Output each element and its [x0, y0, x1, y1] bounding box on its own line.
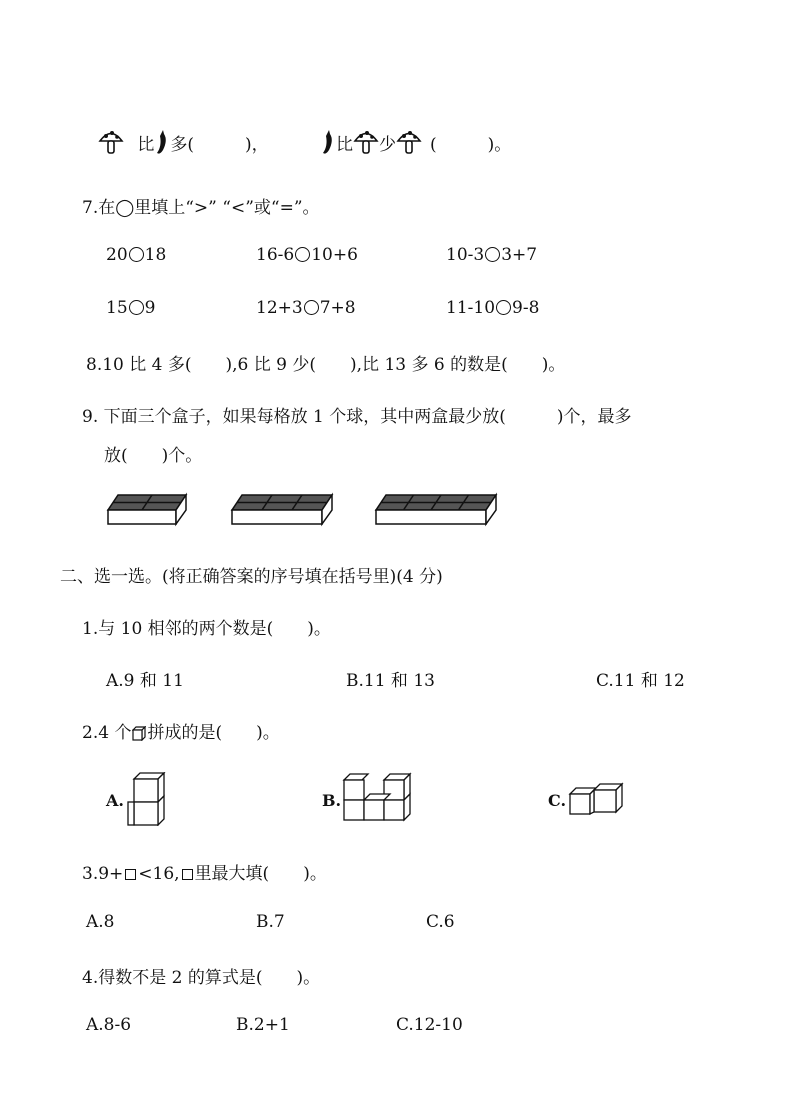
q6-bi-1: 比	[137, 135, 155, 155]
option-b[interactable]: B.7	[256, 912, 285, 932]
s2-q4-text: 4.得数不是 2 的算式是( )。	[82, 968, 321, 988]
s2-q3-text: 3.9+ <16, 里最大填( )。	[82, 864, 327, 884]
option-a[interactable]: A.	[106, 791, 124, 810]
box-6-cells	[230, 492, 334, 528]
small-cube-icon	[132, 726, 146, 741]
cube-figure-c	[568, 782, 624, 816]
q9-line1: 9. 下面三个盒子，如果每格放 1 个球，其中两盒最少放( )个，最多	[82, 407, 632, 427]
pepper-icon	[154, 128, 170, 156]
blank-circle[interactable]	[129, 247, 144, 262]
option-a[interactable]: A.8	[86, 912, 115, 932]
box-4-cells	[106, 492, 188, 528]
q6-part1-rest: 多( )，	[170, 135, 269, 155]
q8-text: 8.10 比 4 多( ),6 比 9 少( ),比 13 多 6 的数是( )。	[86, 355, 566, 375]
q6-line-part2	[320, 128, 511, 158]
q7-item: 10-3 3+7	[446, 245, 538, 265]
q7-item: 12+3 7+8	[256, 298, 356, 318]
pepper-icon	[320, 128, 336, 156]
option-a[interactable]: A.9 和 11	[106, 671, 184, 691]
blank-circle[interactable]	[129, 300, 144, 315]
q6-bi-2: 比	[336, 135, 353, 155]
blank-circle[interactable]	[485, 247, 500, 262]
blank-circle[interactable]	[295, 247, 310, 262]
option-b[interactable]: B.2+1	[236, 1015, 290, 1035]
mushroom-icon	[353, 128, 379, 156]
cube-figure-b	[342, 772, 412, 824]
blank-square	[125, 869, 136, 880]
option-c[interactable]: C.	[548, 791, 567, 810]
option-c[interactable]: C.11 和 12	[596, 671, 685, 691]
blank-square	[182, 869, 193, 880]
section-title: 二、选一选。(将正确答案的序号填在括号里)(4 分)	[60, 567, 443, 587]
mushroom-icon	[396, 128, 422, 156]
q6-shao: 少	[379, 135, 396, 155]
q7-item: 15 9	[106, 298, 156, 318]
q7-item: 11-10 9-8	[446, 298, 540, 318]
option-c[interactable]: C.6	[426, 912, 455, 932]
option-a[interactable]: A.8-6	[86, 1015, 132, 1035]
q7-item: 16-6 10+6	[256, 245, 358, 265]
q7-title: 7.在◯里填上“>” “<”或“=”。	[82, 198, 320, 218]
option-c[interactable]: C.12-10	[396, 1015, 463, 1035]
mushroom-icon	[98, 128, 124, 156]
option-b[interactable]: B.	[322, 791, 342, 810]
q9-line2: 放( )个。	[104, 446, 203, 466]
option-b[interactable]: B.11 和 13	[346, 671, 435, 691]
box-8-cells	[374, 492, 498, 528]
q6-line	[98, 128, 269, 158]
cube-figure-a	[126, 772, 168, 826]
blank-circle[interactable]	[496, 300, 511, 315]
q6-part2-rest: ( )。	[430, 135, 512, 155]
s2-q2-text: 2.4 个 拼成的是( )。	[82, 723, 280, 743]
s2-q1-text: 1.与 10 相邻的两个数是( )。	[82, 619, 331, 639]
q7-item: 20 18	[106, 245, 167, 265]
blank-circle[interactable]	[304, 300, 319, 315]
